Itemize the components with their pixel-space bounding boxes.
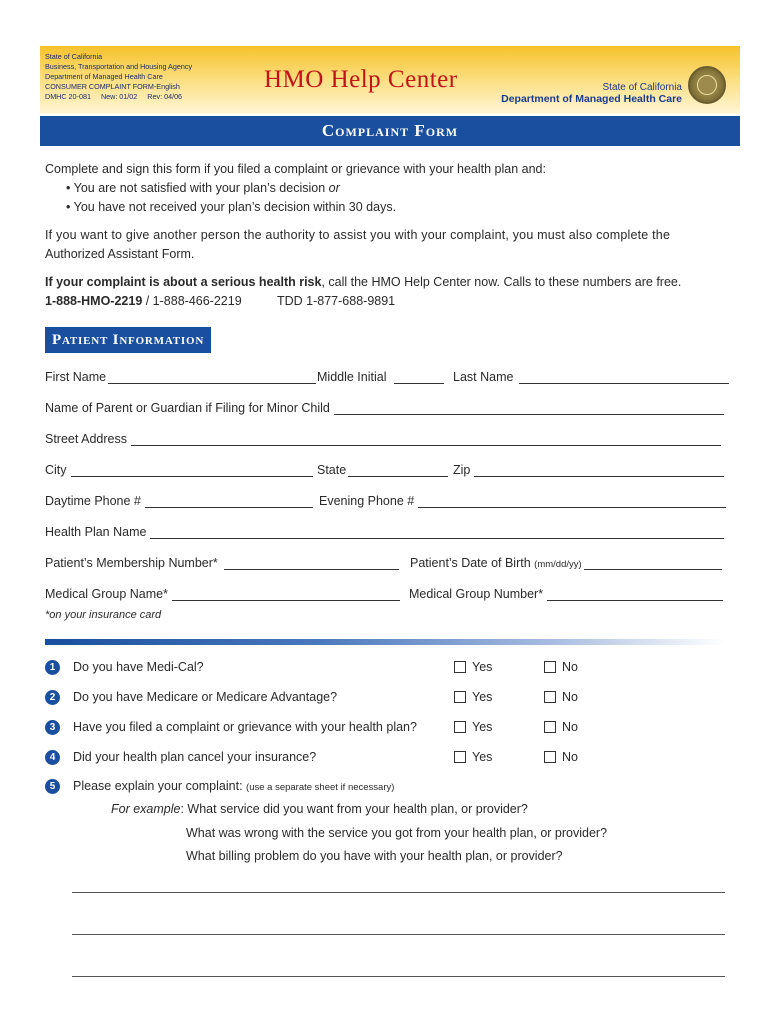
revision-line [45, 92, 192, 102]
complaint-writing-line[interactable] [72, 976, 725, 977]
medi-cal-yes-checkbox[interactable] [454, 661, 466, 673]
phone-line: 1-888-HMO-2219 / 1-888-466-2219 [45, 294, 242, 308]
example-line-1: For example: What service did you want from your health plan, or provider? [111, 802, 528, 816]
yes-label: Yes [472, 750, 493, 764]
zip-field[interactable]: Zip [453, 463, 724, 477]
question-number-1: 1 [45, 660, 60, 675]
question-number-5: 5 [45, 779, 60, 794]
no-label: No [562, 690, 578, 704]
street-address-field[interactable]: Street Address [45, 432, 721, 446]
meta-line: State of California [45, 52, 103, 61]
state-name: State of California [602, 82, 682, 93]
no-label: No [562, 660, 578, 674]
california-seal-icon [688, 66, 726, 104]
first-name-field[interactable]: First Name [45, 370, 316, 384]
bullet-no-decision: • You have not received your plan’s decision within 30 days. [66, 200, 397, 214]
question-number-4: 4 [45, 750, 60, 765]
filed-complaint-yes-checkbox[interactable] [454, 721, 466, 733]
insurance-card-footnote: *on your insurance card [45, 609, 162, 621]
state-field[interactable]: State [317, 463, 448, 477]
patient-info-header: Patient Information [45, 327, 211, 353]
bullet-not-satisfied: • You are not satisfied with your plan’s decision or [66, 181, 340, 195]
complaint-writing-line[interactable] [72, 892, 725, 893]
form-title: Complaint Form [40, 116, 740, 146]
question-number-2: 2 [45, 690, 60, 705]
question-medicare: Do you have Medicare or Medicare Advantage? [73, 690, 338, 704]
medi-cal-no-checkbox[interactable] [544, 661, 556, 673]
question-filed-complaint: Have you filed a complaint or grievance with your health plan? [73, 720, 417, 734]
section-divider [45, 639, 725, 645]
tdd-number: TDD 1-877-688-9891 [277, 294, 396, 308]
rev-date: Rev: 04/06 [147, 92, 183, 101]
agency-block [501, 82, 682, 105]
no-label: No [562, 750, 578, 764]
assistant-para-line2: Authorized Assistant Form. [45, 247, 195, 261]
complaint-writing-line[interactable] [72, 934, 725, 935]
department-name: Department of Managed Health Care [501, 93, 682, 105]
membership-number-field[interactable]: Patient’s Membership Number* [45, 556, 399, 570]
medical-group-number-field[interactable]: Medical Group Number* [409, 587, 723, 601]
medicare-no-checkbox[interactable] [544, 691, 556, 703]
question-number-3: 3 [45, 720, 60, 735]
question-cancel-insurance: Did your health plan cancel your insurance? [73, 750, 317, 764]
daytime-phone-field[interactable]: Daytime Phone # [45, 494, 313, 508]
filed-complaint-no-checkbox[interactable] [544, 721, 556, 733]
form-id: DMHC 20-081 [45, 92, 91, 101]
new-date: New: 01/02 [100, 92, 138, 101]
intro-line: Complete and sign this form if you filed a complaint or grievance with your health plan and: [45, 162, 546, 176]
yes-label: Yes [472, 720, 493, 734]
middle-initial-field[interactable]: Middle Initial [317, 370, 444, 384]
example-line-3: What billing problem do you have with your health plan, or provider? [186, 849, 563, 863]
serious-risk-line: If your complaint is about a serious health risk, call the HMO Help Center now. Calls to these numbers are free. [45, 275, 682, 289]
no-label: No [562, 720, 578, 734]
yes-label: Yes [472, 690, 493, 704]
hmo-help-center-title: HMO Help Center [264, 66, 458, 93]
evening-phone-field[interactable]: Evening Phone # [319, 494, 726, 508]
assistant-para-line1: If you want to give another person the authority to assist you with your complaint, you must also complete the [45, 228, 671, 242]
date-of-birth-field[interactable]: Patient’s Date of Birth (mm/dd/yy) [410, 556, 722, 570]
meta-line: Department of Managed Health Care [45, 72, 163, 81]
guardian-name-field[interactable]: Name of Parent or Guardian if Filing for Minor Child [45, 401, 724, 415]
meta-line: CONSUMER COMPLAINT FORM-English [45, 82, 180, 91]
cancel-insurance-no-checkbox[interactable] [544, 751, 556, 763]
cancel-insurance-yes-checkbox[interactable] [454, 751, 466, 763]
question-medi-cal: Do you have Medi-Cal? [73, 660, 204, 674]
city-field[interactable]: City [45, 463, 313, 477]
medicare-yes-checkbox[interactable] [454, 691, 466, 703]
yes-label: Yes [472, 660, 493, 674]
form-meta [45, 52, 192, 102]
header-banner [40, 46, 740, 114]
last-name-field[interactable]: Last Name [453, 370, 729, 384]
meta-line: Business, Transportation and Housing Agency [45, 62, 193, 71]
health-plan-name-field[interactable]: Health Plan Name [45, 525, 724, 539]
medical-group-name-field[interactable]: Medical Group Name* [45, 587, 400, 601]
example-line-2: What was wrong with the service you got from your health plan, or provider? [186, 826, 608, 840]
question-explain-complaint: Please explain your complaint: (use a separate sheet if necessary) [73, 779, 395, 793]
